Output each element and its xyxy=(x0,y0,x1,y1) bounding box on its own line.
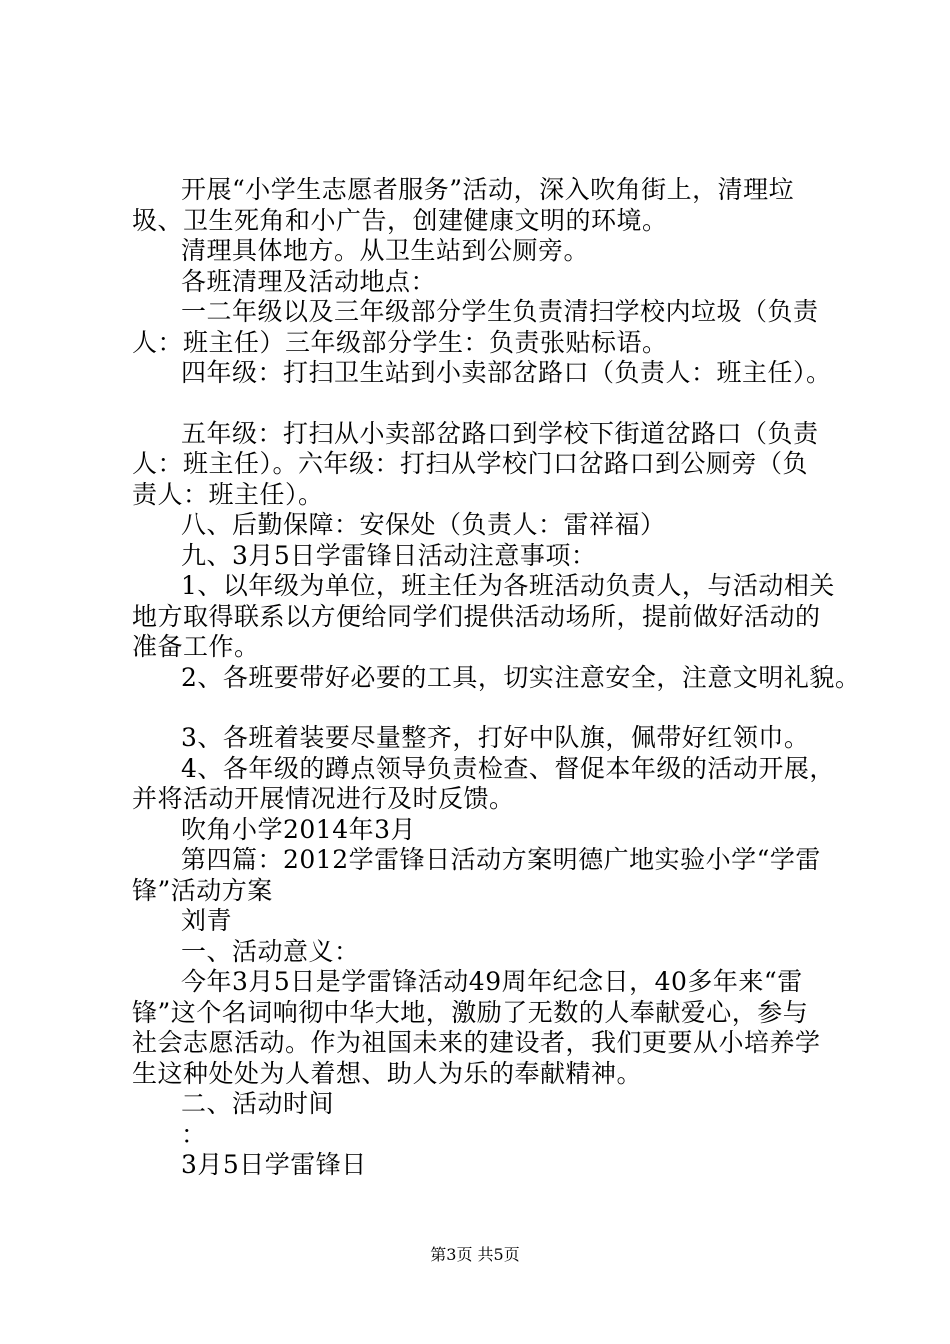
document-body xyxy=(132,175,861,1181)
paragraph-line: 今年3月5日是学雷锋活动49周年纪念日，40多年来“雷 xyxy=(181,967,803,996)
paragraph-line: 地方取得联系以方便给同学们提供活动场所，提前做好活动的 xyxy=(132,601,821,631)
paragraph-line: 四年级：打扫卫生站到小卖部岔路口（负责人：班主任）。 xyxy=(181,358,832,387)
paragraph-line: ： xyxy=(181,1119,207,1149)
paragraph-line: 五年级：打扫从小卖部岔路口到学校下街道岔路口（负责 xyxy=(181,418,819,448)
paragraph-line: 人：班主任）三年级部分学生：负责张贴标语。 xyxy=(132,327,668,357)
paragraph-line: 并将活动开展情况进行及时反馈。 xyxy=(132,784,515,813)
blank-line xyxy=(132,693,842,723)
paragraph-line: 锋”活动方案 xyxy=(132,875,273,905)
paragraph-line: 刘青 xyxy=(181,906,233,935)
paragraph-line: 3月5日学雷锋日 xyxy=(181,1150,367,1179)
paragraph-line: 社会志愿活动。作为祖国未来的建设者，我们更要从小培养学 xyxy=(132,1028,821,1057)
paragraph-line: 开展“小学生志愿者服务”活动，深入吹角街上，清理垃 xyxy=(181,175,795,204)
paragraph-line: 2、各班要带好必要的工具，切实注意安全，注意文明礼貌。 xyxy=(181,662,861,692)
paragraph-line: 一、活动意义： xyxy=(181,936,360,966)
blank-line xyxy=(132,389,842,419)
paragraph-line: 生这种处处为人着想、助人为乐的奉献精神。 xyxy=(132,1058,643,1088)
paragraph-line: 责人：班主任）。 xyxy=(132,479,324,509)
paragraph-line: 锋”这个名词响彻中华大地，激励了无数的人奉献爱心，参与 xyxy=(132,997,809,1027)
paragraph-line: 1、以年级为单位，班主任为各班活动负责人，与活动相关 xyxy=(181,571,835,600)
page-footer: 第3页 共5页 xyxy=(430,1245,520,1264)
paragraph-line: 九、3月5日学雷锋日活动注意事项： xyxy=(181,540,597,570)
paragraph-line: 二、活动时间 xyxy=(181,1089,335,1118)
paragraph-line: 4、各年级的蹲点领导负责检查、督促本年级的活动开展， xyxy=(181,753,835,783)
paragraph-line: 八、后勤保障：安保处（负责人：雷祥福） xyxy=(181,510,666,539)
paragraph-line: 准备工作。 xyxy=(132,632,260,661)
paragraph-line: 人：班主任）。六年级：打扫从学校门口岔路口到公厕旁（负 xyxy=(132,449,809,478)
paragraph-line: 吹角小学2014年3月 xyxy=(181,814,417,844)
paragraph-line: 第四篇：2012学雷锋日活动方案明德广地实验小学“学雷 xyxy=(181,845,821,874)
paragraph-line: 一二年级以及三年级部分学生负责清扫学校内垃圾（负责 xyxy=(181,297,819,326)
paragraph-line: 圾、卫生死角和小广告，创建健康文明的环境。 xyxy=(132,205,668,235)
paragraph-line: 清理具体地方。从卫生站到公厕旁。 xyxy=(181,236,590,265)
paragraph-line: 各班清理及活动地点： xyxy=(181,266,437,296)
paragraph-line: 3、各班着装要尽量整齐，打好中队旗，佩带好红领巾。 xyxy=(181,723,810,752)
